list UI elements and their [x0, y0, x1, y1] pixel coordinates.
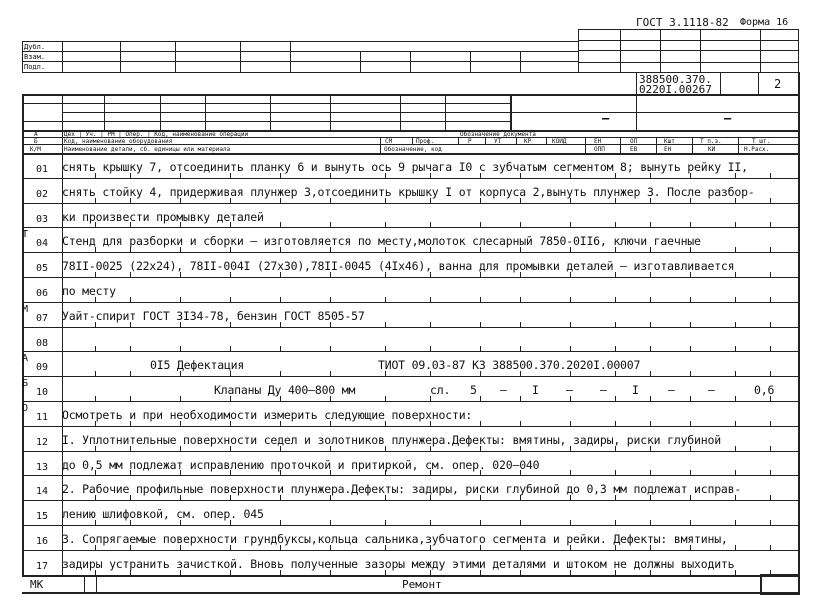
row-divider	[22, 376, 798, 377]
row-tick	[735, 297, 736, 302]
row-tick	[430, 520, 431, 525]
equipment-value: сл.	[430, 383, 451, 398]
row-tick	[650, 297, 651, 302]
row-tick	[330, 346, 331, 351]
row-tick	[735, 272, 736, 277]
legend-k-col-ev: ЕВ	[630, 146, 638, 153]
row-tick	[520, 222, 521, 227]
row-number: 12	[35, 436, 49, 448]
footer-label-mk: МК	[30, 578, 44, 591]
row-tick	[95, 346, 96, 351]
standard-label: ГОСТ 3.1118-82	[636, 16, 729, 29]
row-tick	[690, 297, 691, 302]
row-number: 11	[35, 412, 49, 423]
row-tick	[570, 222, 571, 227]
row-tick	[230, 346, 231, 351]
legend-k-right: Обозначение, код	[384, 146, 442, 153]
legend-a-text: Цех | Уч. | РМ | Опер. | Код, наименование операции	[64, 131, 249, 138]
row-text: до 0,5 мм подлежат исправлению проточкой и притиркой, см. опер. 020–040	[62, 457, 540, 472]
row-tick	[570, 421, 571, 426]
row-tick	[520, 520, 521, 525]
row-tick	[130, 297, 131, 302]
legend-b-col-koid: КОИД	[552, 138, 567, 145]
row-tick	[480, 297, 481, 302]
row-number: 09	[35, 362, 49, 374]
row-divider	[22, 227, 798, 228]
row-text: Стенд для разборки и сборки – изготовляется по месту,молоток слесарный 7850-0II6, ключи гаечные	[62, 234, 701, 249]
label-vzam: Взам.	[24, 53, 46, 61]
row-tick	[520, 396, 521, 401]
stamp-dash-2: –	[724, 111, 732, 125]
row-tick	[770, 198, 771, 203]
row-tick	[690, 421, 691, 426]
row-tick	[430, 297, 431, 302]
legend-k-col-en: ЕН	[664, 146, 672, 153]
row-text: Осмотреть и при необходимости измерить следующие поверхности:	[62, 408, 473, 422]
row-tick	[770, 247, 771, 252]
row-tick	[130, 346, 131, 351]
label-dubl: Дубл.	[24, 43, 46, 51]
legend-k-col-opp: ОПП	[594, 146, 605, 153]
row-tick	[735, 446, 736, 451]
row-text: ки произвести промывку деталей	[62, 209, 264, 224]
row-tick	[650, 421, 651, 426]
row-divider	[22, 302, 798, 303]
row-tick	[180, 297, 181, 302]
equipment-value: 0,6	[754, 383, 775, 398]
row-number: 14	[35, 486, 49, 498]
row-tick	[615, 520, 616, 525]
row-tick	[615, 297, 616, 302]
row-tick	[770, 371, 771, 376]
row-tick	[280, 346, 281, 351]
row-tick	[650, 470, 651, 475]
legend-b-col-en: ЕН	[594, 138, 602, 145]
label-podl: Подл.	[24, 63, 46, 71]
legend-b-col-tpz: Т п.з.	[700, 138, 722, 145]
row-divider	[22, 277, 798, 278]
row-number: 16	[35, 536, 49, 547]
row-tick	[180, 346, 181, 351]
row-tick	[330, 520, 331, 525]
row-tick	[615, 421, 616, 426]
row-tick	[770, 421, 771, 426]
equipment-name: Клапаны Ду 400–800 мм	[214, 383, 356, 398]
row-tick	[650, 222, 651, 227]
row-tick	[650, 371, 651, 376]
legend-b-col-prof: Проф.	[416, 138, 435, 145]
row-tick	[280, 297, 281, 302]
row-tick	[735, 545, 736, 550]
row-letter: М	[22, 303, 29, 315]
row-letter: А	[22, 353, 29, 365]
row-tick	[690, 470, 691, 475]
row-tick	[385, 297, 386, 302]
row-text: Уайт-спирит ГОСТ 3I34-78, бензин ГОСТ 8505-57	[62, 308, 365, 323]
row-tick	[690, 322, 691, 327]
row-tick	[690, 520, 691, 525]
row-tick	[280, 520, 281, 525]
row-tick	[735, 247, 736, 252]
row-tick	[385, 222, 386, 227]
legend-a-right: Обозначение документа	[460, 131, 536, 138]
legend-b-col-ksht: Кшт	[664, 138, 675, 145]
row-tick	[650, 520, 651, 525]
row-tick	[130, 396, 131, 401]
row-number: 05	[35, 263, 49, 275]
row-number: 10	[35, 387, 49, 399]
row-divider	[22, 426, 798, 427]
row-tick	[690, 396, 691, 401]
row-tick	[385, 396, 386, 401]
legend-k-col-ki: КИ	[708, 146, 716, 153]
row-divider	[22, 351, 798, 352]
row-tick	[180, 396, 181, 401]
row-divider	[22, 525, 798, 526]
row-tick	[735, 570, 736, 575]
row-number: 04	[35, 238, 49, 250]
footer-title: Ремонт	[402, 578, 442, 591]
row-text: 78II-0025 (22x24), 78II-004I (27x30),78II-0045 (4Ix46), ванна для промывки деталей – изготавливается	[62, 259, 735, 274]
row-tick	[735, 371, 736, 376]
row-tick	[570, 297, 571, 302]
row-tick	[570, 346, 571, 351]
equipment-value: I	[632, 383, 639, 398]
row-tick	[570, 520, 571, 525]
row-divider	[22, 203, 798, 204]
row-tick	[520, 297, 521, 302]
row-tick	[480, 396, 481, 401]
equipment-value: I	[532, 383, 539, 398]
row-text: лению шлифовкой, см. опер. 045	[62, 507, 264, 522]
row-tick	[770, 322, 771, 327]
row-tick	[615, 346, 616, 351]
row-tick	[520, 346, 521, 351]
row-tick	[280, 371, 281, 376]
row-divider	[22, 178, 798, 179]
row-tick	[770, 446, 771, 451]
row-tick	[690, 346, 691, 351]
document-code-line1: 388500.370.	[639, 73, 712, 86]
row-tick	[770, 222, 771, 227]
row-number: 03	[35, 213, 49, 225]
row-number: 17	[35, 560, 49, 572]
row-tick	[570, 322, 571, 327]
equipment-value: –	[566, 383, 573, 398]
row-tick	[735, 520, 736, 525]
row-letter: Б	[22, 378, 29, 390]
row-tick	[130, 371, 131, 376]
row-tick	[430, 346, 431, 351]
row-tick	[280, 222, 281, 227]
row-tick	[735, 322, 736, 327]
legend-b-col-kr: КР	[524, 138, 532, 145]
row-tick	[690, 371, 691, 376]
row-tick	[385, 346, 386, 351]
row-divider	[22, 327, 798, 328]
legend-letter-a: А	[34, 131, 38, 138]
equipment-value: 5	[470, 383, 477, 398]
row-text: по месту	[62, 284, 116, 298]
document-code-line2: 0220I.00267	[639, 83, 712, 96]
row-number: 13	[35, 461, 49, 473]
row-tick	[650, 396, 651, 401]
row-letter: Т	[22, 229, 29, 241]
row-number: 15	[35, 511, 49, 523]
row-tick	[770, 173, 771, 178]
row-tick	[385, 322, 386, 327]
operation-document: ТИОТ 09.03-87 К3 388500.370.2020I.00007	[378, 358, 641, 373]
row-tick	[480, 421, 481, 426]
row-text: I. Уплотнительные поверхности седел и золотников плунжера.Дефекты: вмятины, задиры, риски глубиной	[62, 432, 721, 447]
row-tick	[430, 322, 431, 327]
row-tick	[770, 346, 771, 351]
row-tick	[520, 421, 521, 426]
row-tick	[570, 470, 571, 475]
equipment-value: –	[500, 383, 507, 398]
sheet-number: 2	[774, 77, 782, 91]
legend-b-col-r: Р	[468, 138, 472, 145]
row-tick	[770, 545, 771, 550]
row-tick	[430, 222, 431, 227]
legend-b-col-tsht: Т шт.	[752, 138, 771, 145]
row-divider	[22, 252, 798, 253]
row-divider	[22, 500, 798, 501]
equipment-value: –	[600, 383, 607, 398]
row-tick	[690, 222, 691, 227]
row-number: 07	[35, 312, 49, 324]
row-number: 01	[35, 164, 49, 175]
row-tick	[650, 346, 651, 351]
legend-letter-k: К/М	[30, 146, 41, 153]
legend-b-text: Код, наименование оборудования	[64, 138, 173, 145]
row-tick	[770, 470, 771, 475]
row-divider	[22, 401, 798, 402]
legend-b-col-ut: УТ	[494, 138, 502, 145]
operation-name: 0I5 Дефектация	[150, 358, 245, 373]
row-tick	[95, 396, 96, 401]
row-number: 06	[35, 288, 49, 299]
row-tick	[480, 520, 481, 525]
row-divider	[22, 451, 798, 452]
legend-b-col-op: ОП	[630, 138, 638, 145]
row-divider	[22, 475, 798, 476]
legend-letter-b: Б	[34, 138, 38, 145]
row-tick	[385, 520, 386, 525]
row-divider	[22, 550, 798, 551]
row-number: 08	[35, 337, 49, 349]
row-tick	[330, 297, 331, 302]
row-tick	[615, 322, 616, 327]
row-letter: О	[22, 403, 29, 414]
equipment-value: –	[668, 383, 675, 398]
row-tick	[770, 495, 771, 500]
row-tick	[330, 371, 331, 376]
row-tick	[480, 322, 481, 327]
row-tick	[735, 470, 736, 475]
equipment-value: –	[708, 383, 715, 398]
row-text: снять крышку 7, отсоединить планку 6 и вынуть ось 9 рычага I0 с зубчатым сегментом 8; вынуть рейку II,	[62, 160, 748, 174]
row-tick	[615, 396, 616, 401]
legend-k-text: Наименование детали, сб. единицы или материала	[64, 146, 231, 153]
form-label: Форма 16	[740, 17, 789, 28]
row-text: 2. Рабочие профильные поверхности плунжера.Дефекты: задиры, риски глубиной до 0,3 мм подлежат исправ-	[62, 482, 742, 497]
row-text: снять стойку 4, придерживая плунжер 3,отсоединить крышку I от корпуса 2,вынуть плунжер 3. После разбор-	[62, 184, 755, 199]
row-text: задиры устранить зачисткой. Вновь полученные зазоры между этими деталями и штоком не должны выходить	[62, 556, 735, 571]
legend-k-col-nrash: Н.Расх.	[744, 146, 770, 153]
row-tick	[230, 297, 231, 302]
row-tick	[735, 222, 736, 227]
row-number: 02	[35, 188, 49, 200]
row-tick	[770, 272, 771, 277]
legend-b-col-sm: СМ	[385, 138, 393, 145]
row-tick	[95, 371, 96, 376]
row-tick	[330, 222, 331, 227]
row-tick	[770, 297, 771, 302]
row-tick	[615, 222, 616, 227]
row-tick	[735, 396, 736, 401]
row-tick	[480, 222, 481, 227]
row-text: 3. Сопрягаемые поверхности грундбуксы,кольца сальника,зубчатого сегмента и рейки. Дефекты: вмятины,	[62, 532, 728, 546]
stamp-dash-1: –	[602, 111, 610, 125]
row-tick	[480, 346, 481, 351]
row-tick	[735, 346, 736, 351]
row-tick	[615, 470, 616, 475]
row-tick	[520, 322, 521, 327]
row-tick	[735, 421, 736, 426]
row-tick	[650, 322, 651, 327]
row-tick	[770, 520, 771, 525]
